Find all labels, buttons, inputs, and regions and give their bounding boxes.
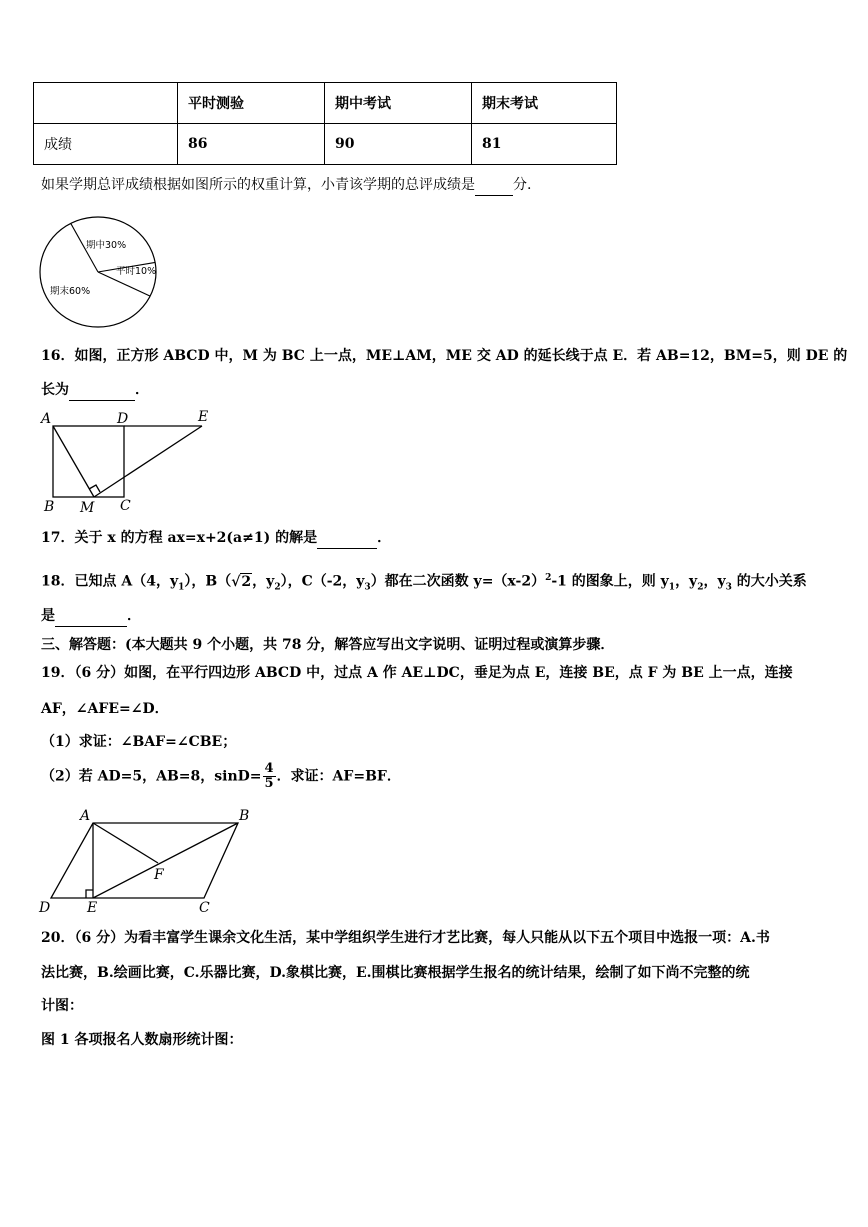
pie-label-regular: 平时10% (116, 266, 157, 277)
label-m: M (80, 500, 95, 516)
q18-text: ），C（-2，y (280, 573, 365, 590)
question-18-line1 (41, 568, 807, 597)
answer-blank (317, 528, 377, 549)
q19-text: （2）若 AD=5，AB=8，sinD= (41, 768, 262, 785)
q18-text: ． (127, 608, 141, 624)
question-17-suffix: ． (377, 530, 392, 546)
q18-text: ，y (675, 573, 698, 590)
label-a: A (80, 808, 91, 824)
label-b: B (44, 499, 55, 515)
label-d: D (117, 411, 129, 427)
question-20-line3: 计图： (41, 998, 83, 1014)
pie-label-final: 期末60% (50, 286, 91, 297)
question-16-line2 (41, 380, 149, 401)
table-header-row (34, 83, 617, 124)
label-e: E (198, 409, 209, 425)
table-header-cell: 平时测验 (178, 83, 325, 124)
q18-text: 的大小关系 (731, 573, 807, 590)
parallelogram-figure (36, 806, 260, 916)
sqrt-radicand: 2 (241, 573, 252, 590)
label-f: F (154, 867, 164, 883)
fraction-denominator: 5 (264, 776, 274, 791)
question-18-line2 (41, 606, 141, 627)
q18-text: 是 (41, 608, 55, 624)
segment-am (53, 426, 94, 497)
question-15-body: 如果学期总评成绩根据如图所示的权重计算，小青该学期的总评成绩是 (41, 177, 475, 193)
segment-be (93, 823, 238, 898)
table-cell: 81 (472, 124, 617, 165)
table-row-label: 成绩 (34, 124, 178, 165)
score-table (33, 82, 617, 165)
label-c: C (120, 498, 131, 514)
fraction (263, 762, 276, 791)
q18-text: ，y (703, 573, 726, 590)
label-c: C (199, 900, 210, 916)
q18-text: ，y (252, 573, 275, 590)
q18-sub: 3 (364, 582, 371, 593)
table-cell: 90 (325, 124, 472, 165)
q18-sub: 1 (668, 582, 676, 593)
label-a: A (41, 411, 52, 427)
question-16-line1: 16．如图，正方形 ABCD 中，M 为 BC 上一点，ME⊥AM，ME 交 AD 的延长线于点 E．若 AB=12，BM=5，则 DE 的 (41, 348, 848, 364)
question-20-line2: 法比赛，B.绘画比赛，C.乐器比赛，D.象棋比赛，E.围棋比赛根据学生报名的统计结果，绘制了如下尚不完整的统 (41, 965, 750, 981)
label-b: B (239, 808, 250, 824)
q18-text: -1 的图象上，则 y (551, 573, 669, 590)
pie-label-midterm: 期中30% (86, 240, 127, 251)
figure-caption: 图 1 各项报名人数扇形统计图： (41, 1032, 243, 1048)
question-17-body: 17．关于 x 的方程 ax=x+2(a≠1) 的解是 (41, 530, 318, 546)
question-19-line1: 19．（6 分）如图，在平行四边形 ABCD 中，过点 A 作 AE⊥DC，垂足为点 E，连接 BE，点 F 为 BE 上一点，连接 (41, 665, 793, 681)
right-angle-mark (86, 890, 93, 898)
label-d: D (39, 900, 51, 916)
fraction-numerator: 4 (264, 761, 274, 776)
q19-text: ．求证：AF=BF． (276, 768, 401, 785)
question-17 (41, 528, 391, 549)
q18-sub: 1 (178, 582, 185, 593)
question-19-line2: AF，∠AFE=∠D． (41, 701, 169, 717)
parallelogram-abcd (51, 823, 238, 898)
q18-sub: 3 (725, 582, 732, 593)
question-20-line1: 20．（6 分）为看丰富学生课余文化生活，某中学组织学生进行才艺比赛，每人只能从以下五个项目中选报一项：A.书 (41, 930, 770, 946)
segment-af (93, 823, 158, 863)
q18-sub: 2 (274, 582, 281, 593)
sqrt-symbol: √2 (231, 573, 252, 590)
answer-blank (69, 380, 135, 401)
table-cell: 86 (178, 124, 325, 165)
question-19-part1: （1）求证：∠BAF=∠CBE； (41, 734, 237, 750)
label-e: E (87, 900, 98, 916)
question-16-prefix: 长为 (41, 382, 69, 398)
table-header-cell: 期末考试 (472, 83, 617, 124)
table-row (34, 124, 617, 165)
table-header-cell (34, 83, 178, 124)
q18-text: ）都在二次函数 y=（x-2） (370, 573, 546, 590)
weight-pie-chart (38, 216, 162, 332)
segment-me (94, 426, 202, 497)
q18-text: ），B（ (184, 573, 232, 590)
square-figure (36, 406, 216, 516)
q18-sub: 2 (697, 582, 704, 593)
table-header-cell: 期中考试 (325, 83, 472, 124)
answer-blank (475, 175, 513, 196)
question-16-suffix: ． (135, 382, 149, 398)
question-19-part2 (41, 762, 401, 791)
q18-sup: 2 (545, 573, 552, 583)
section-heading: 三、解答题：(本大题共 9 个小题，共 78 分，解答应写出文字说明、证明过程或演算步骤． (41, 637, 615, 653)
answer-blank (55, 606, 127, 627)
question-15-text (41, 175, 531, 196)
question-15-unit: 分. (513, 177, 532, 193)
q18-text: 18．已知点 A（4，y (41, 573, 179, 590)
